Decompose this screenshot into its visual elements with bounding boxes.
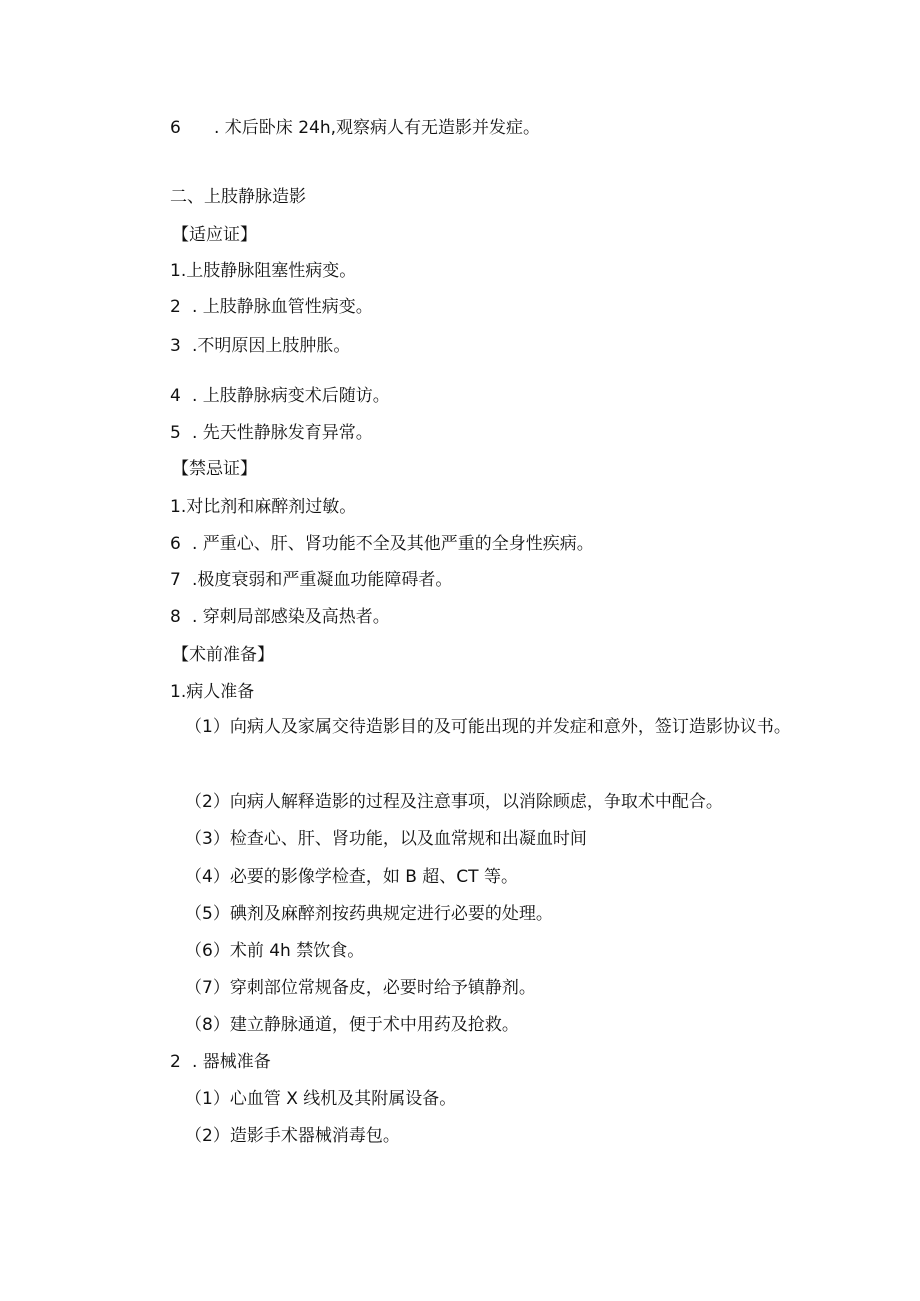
item-text: .不明原因上肢肿胀。 bbox=[192, 336, 351, 356]
indication-item-1 bbox=[170, 260, 356, 282]
item-number: 8 bbox=[170, 607, 181, 627]
equipment-prep-title bbox=[170, 1051, 271, 1073]
item-number: 2 bbox=[170, 1052, 181, 1072]
postop-item-6 bbox=[170, 117, 540, 139]
item-text: .极度衰弱和严重凝血功能障碍者。 bbox=[192, 570, 453, 590]
patient-prep-item-1: （1）向病人及家属交待造影目的及可能出现的并发症和意外，签订造影协议书。 bbox=[185, 717, 791, 737]
item-number: 3 bbox=[170, 336, 181, 356]
patient-prep-item-7: （7）穿刺部位常规备皮，必要时给予镇静剂。 bbox=[185, 978, 536, 998]
item-text: . 上肢静脉病变术后随访。 bbox=[192, 386, 390, 406]
item-number: 1. bbox=[170, 261, 187, 281]
contraindication-item-1 bbox=[170, 496, 356, 518]
item-text: . 先天性静脉发育异常。 bbox=[192, 423, 373, 443]
contraindication-item-8 bbox=[170, 606, 390, 628]
patient-prep-item-5: （5）碘剂及麻醉剂按药典规定进行必要的处理。 bbox=[185, 904, 553, 924]
preop-heading: 【术前准备】 bbox=[172, 645, 274, 665]
item-text: . 穿刺局部感染及高热者。 bbox=[192, 607, 390, 627]
indication-item-3 bbox=[170, 335, 350, 357]
patient-prep-item-3: （3）检查心、肝、肾功能，以及血常规和出凝血时间 bbox=[185, 829, 587, 849]
item-number: 7 bbox=[170, 570, 181, 590]
contraindication-item-7 bbox=[170, 569, 452, 591]
item-number: 6 bbox=[170, 534, 181, 554]
patient-prep-item-6: （6）术前 4h 禁饮食。 bbox=[185, 941, 365, 961]
indication-item-4 bbox=[170, 385, 390, 407]
indication-item-2 bbox=[170, 296, 373, 318]
item-text: 上肢静脉阻塞性病变。 bbox=[186, 261, 357, 281]
equipment-prep-item-2: （2）造影手术器械消毒包。 bbox=[185, 1126, 400, 1146]
section-heading: 二、上肢静脉造影 bbox=[170, 187, 306, 207]
indications-heading: 【适应证】 bbox=[172, 225, 257, 245]
patient-prep-item-8: （8）建立静脉通道，便于术中用药及抢救。 bbox=[185, 1015, 519, 1035]
item-number: 6 bbox=[170, 118, 181, 138]
indication-item-5 bbox=[170, 422, 373, 444]
patient-prep-item-2: （2）向病人解释造影的过程及注意事项，以消除顾虑，争取术中配合。 bbox=[185, 792, 723, 812]
contraindication-item-6 bbox=[170, 533, 594, 555]
item-number: 1. bbox=[170, 497, 187, 517]
item-text: . 术后卧床 24h,观察病人有无造影并发症。 bbox=[214, 118, 541, 138]
item-number: 4 bbox=[170, 386, 181, 406]
item-number: 5 bbox=[170, 423, 181, 443]
patient-prep-item-4: （4）必要的影像学检查，如 B 超、CT 等。 bbox=[185, 867, 518, 887]
item-text: . 严重心、肝、肾功能不全及其他严重的全身性疾病。 bbox=[192, 534, 594, 554]
equipment-prep-item-1: （1）心血管 X 线机及其附属设备。 bbox=[185, 1089, 457, 1109]
item-text: . 器械准备 bbox=[192, 1052, 271, 1072]
item-text: . 上肢静脉血管性病变。 bbox=[192, 297, 373, 317]
patient-prep-title: 1.病人准备 bbox=[170, 682, 255, 702]
contraindications-heading: 【禁忌证】 bbox=[172, 459, 257, 479]
item-number: 2 bbox=[170, 297, 181, 317]
item-text: 对比剂和麻醉剂过敏。 bbox=[186, 497, 357, 517]
